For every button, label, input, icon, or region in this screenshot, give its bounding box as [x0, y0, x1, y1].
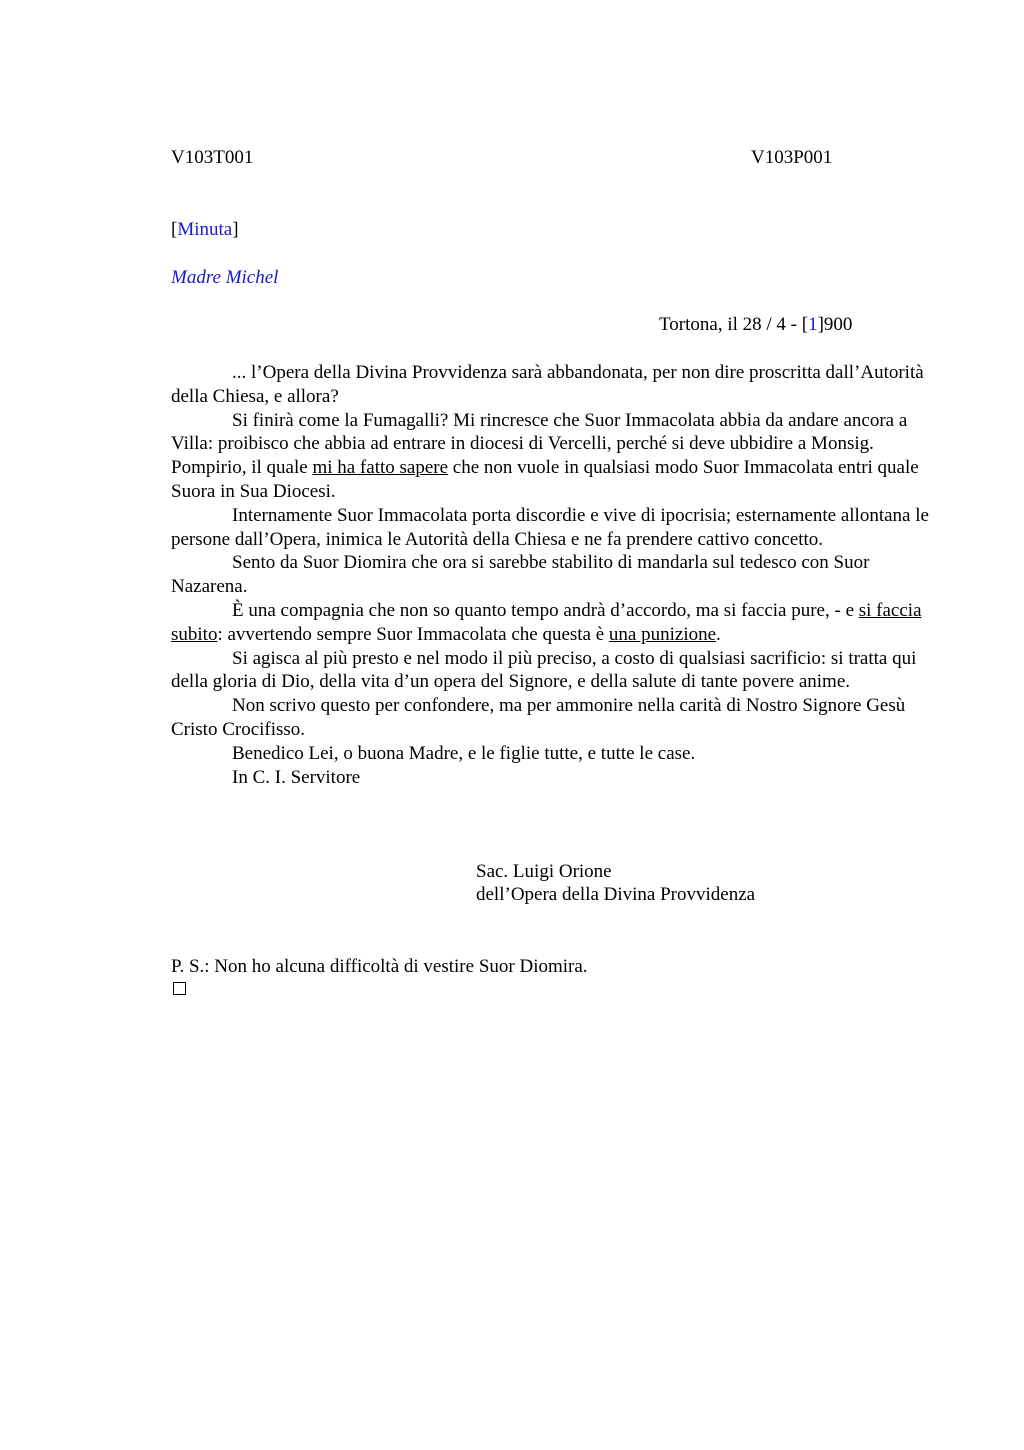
paragraph-2	[171, 409, 937, 504]
p2-text-b: che non vuole in qualsiasi modo Suor Immacolata entri quale Suora in Sua Diocesi.	[171, 457, 919, 502]
paragraph-8: Benedico Lei, o buona Madre, e le figlie tutte, e tutte le case.	[232, 742, 696, 764]
p5-text-c: .	[716, 623, 721, 645]
paragraph-4: Sento da Suor Diomira che ora si sarebbe stabilito di mandarla sul tedesco con Suor Nazarena.	[171, 552, 870, 598]
date-prefix: Tortona, il 28 / 4 -	[659, 314, 802, 335]
signature-affiliation: dell’Opera della Divina Provvidenza	[476, 884, 756, 905]
bracket-close: ]	[232, 219, 239, 240]
minuta-link[interactable]: Minuta	[177, 219, 233, 240]
header-right-code: V103P001	[751, 147, 833, 168]
checkbox-square	[173, 982, 186, 995]
paragraph-7: Non scrivo questo per confondere, ma per ammonire nella carità di Nostro Signore Gesù Cristo Crocifisso.	[171, 695, 906, 740]
p5-text-a: È una compagnia che non so quanto tempo andrà d’accordo, ma si faccia pure, - e	[232, 599, 859, 621]
date-digit-link[interactable]: 1	[808, 314, 818, 335]
date-suffix: 900	[823, 314, 853, 335]
paragraph-1: ... l’Opera della Divina Provvidenza sarà abbandonata, per non dire proscritta dall’Autorità della Chiesa, e allora?	[171, 362, 924, 407]
signature-name: Sac. Luigi Orione	[476, 861, 612, 882]
p2-text-a: Si finirà come la Fumagalli? Mi rincresce che Suor Immacolata abbia da andare ancora a Villa: proibisco che abbia ad entrare in diocesi di Vercelli, perché si deve ubbidire a Monsig. Pompirio, il quale	[171, 409, 908, 479]
paragraph-5	[171, 599, 937, 647]
p5-underlined-1: si faccia subito	[171, 599, 922, 645]
paragraph-3: Internamente Suor Immacolata porta discordie e vive di ipocrisia; esternamente allontana le persone dall’Opera, inimica le Autorità della Chiesa e ne fa prendere cattivo concetto.	[171, 504, 929, 550]
bracket-open: [	[171, 219, 178, 240]
date-bracket-open: [	[801, 314, 809, 335]
date-bracket-close: ]	[817, 314, 824, 335]
paragraph-9: In C. I. Servitore	[232, 766, 361, 788]
p5-underlined-2: una punizione	[608, 623, 717, 645]
letter-date	[659, 313, 852, 337]
recipient-name[interactable]: Madre Michel	[171, 267, 279, 288]
minuta-label	[171, 218, 239, 242]
p2-underlined: mi ha fatto sapere	[312, 457, 449, 479]
letter-body	[171, 361, 937, 789]
postscript: P. S.: Non ho alcuna difficoltà di vestire Suor Diomira.	[171, 956, 588, 977]
header-left-code: V103T001	[171, 147, 254, 168]
paragraph-6: Si agisca al più presto e nel modo il più preciso, a costo di qualsiasi sacrificio: si tratta qui della gloria di Dio, della vita d’un opera del Signore, e della salute di tante povere anime.	[171, 647, 917, 693]
p5-text-b: : avvertendo sempre Suor Immacolata che questa è	[217, 623, 609, 645]
